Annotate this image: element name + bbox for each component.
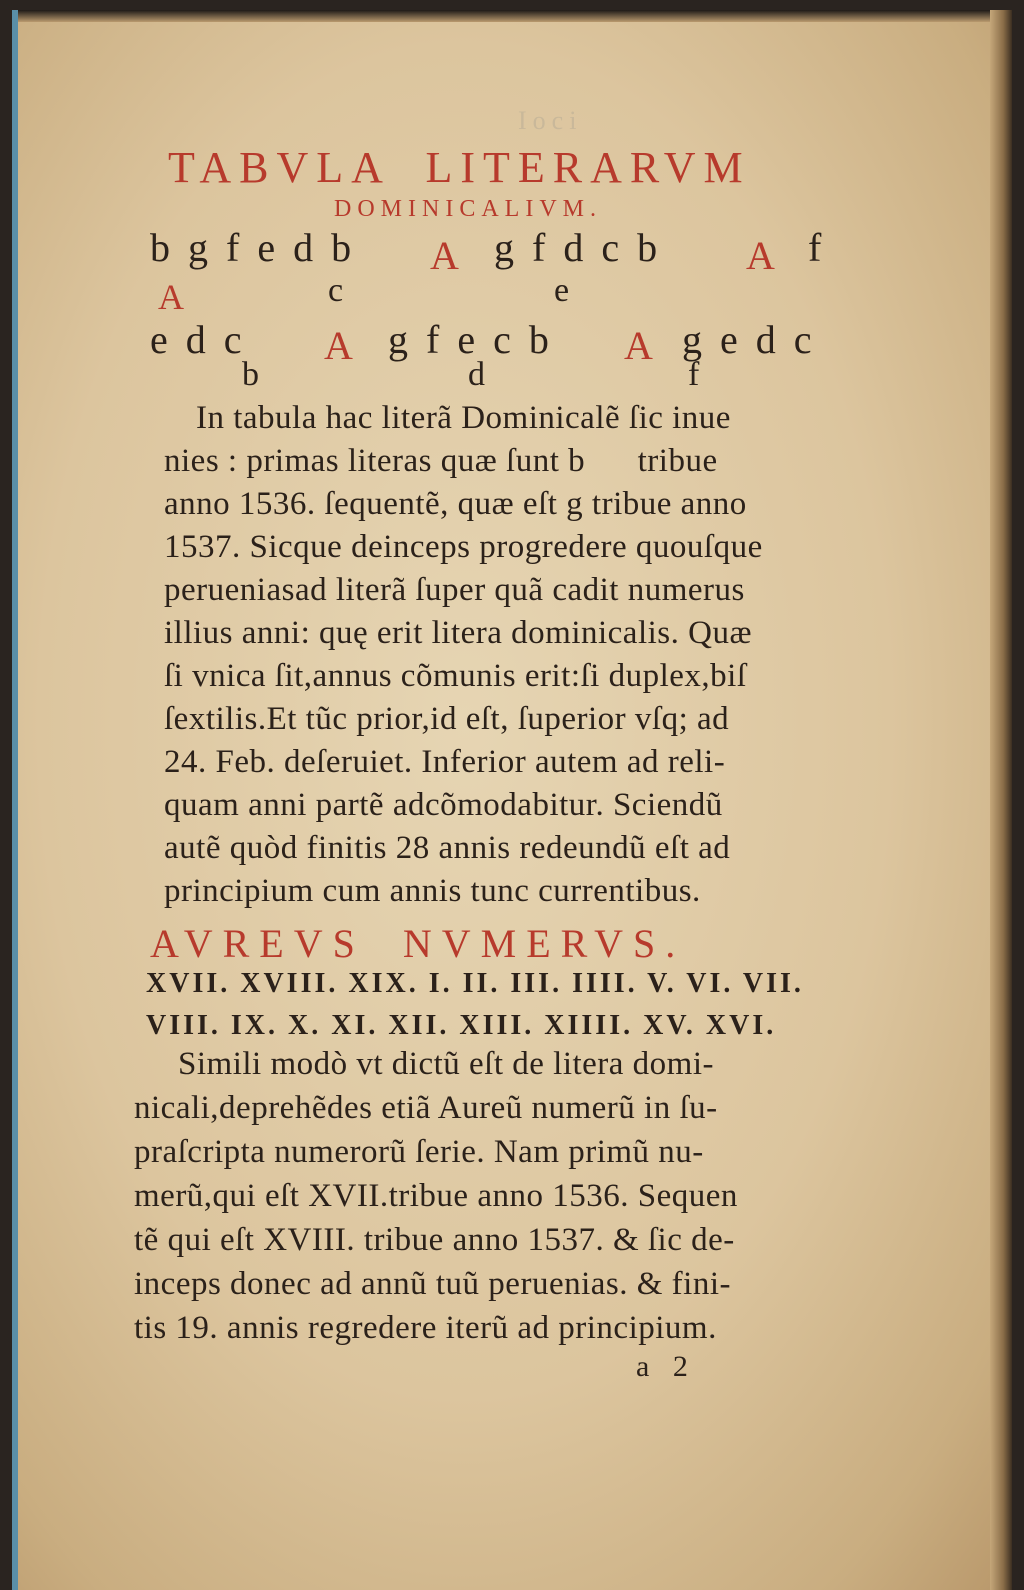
numerals-line-2: VIII. IX. X. XI. XII. XIII. XIIII. XV. XVI. (146, 1010, 777, 1041)
paragraph-2-line-3: praſcripta numerorũ ſerie. Nam primũ nu- (134, 1134, 704, 1170)
paragraph-1-line-8: ſextilis.Et tũc prior,id eſt, ſuperior vſq; ad (164, 701, 730, 737)
paragraph-1-line-10: quam anni partẽ adcõmodabitur. Sciendũ (164, 787, 723, 823)
dominical-row-3-b: g f e c b (388, 317, 553, 362)
paragraph-1-line-6: illius anni: quę erit litera dominicalis. Quæ (164, 615, 752, 651)
dominical-row-4-f: f (688, 356, 700, 393)
paragraph-1-line-1: In tabula hac literã Dominicalẽ ſic inue (196, 400, 731, 436)
dominical-row-3-a: e d c (150, 317, 246, 362)
paragraph-1-line-12: principium cum annis tunc currentibus. (164, 873, 701, 909)
page-text (18, 10, 1012, 1590)
dominical-row-1-A2: A (746, 233, 775, 278)
paragraph-2-line-2: nicali,deprehẽdes etiã Aureũ numerũ in ſu- (134, 1090, 718, 1126)
paragraph-2-line-7: tis 19. annis regredere iterũ ad principium. (134, 1310, 717, 1346)
paragraph-2-line-4: merũ,qui eſt XVII.tribue anno 1536. Sequen (134, 1178, 738, 1214)
paragraph-1-line-11: autẽ quòd finitis 28 annis redeundũ eſt ad (164, 830, 731, 866)
paragraph-1-line-4: 1537. Sicque deinceps progredere quouſque (164, 529, 763, 565)
paragraph-1-line-2: nies : primas literas quæ ſunt b tribue (164, 443, 718, 479)
bottom-signature: a 2 (636, 1350, 696, 1383)
dominical-row-3-A2: A (624, 323, 653, 368)
paragraph-1-line-3: anno 1536. ſequentẽ, quæ eſt g tribue anno (164, 486, 747, 522)
aureus-heading: AVREVS NVMERVS. (150, 921, 686, 966)
page-subtitle: DOMINICALIVM. (334, 196, 602, 222)
dominical-row-2-A: A (158, 277, 184, 317)
dominical-row-1-a: b g f e d b (150, 225, 356, 270)
dominical-row-2-c: c (328, 272, 344, 309)
paragraph-2-line-6: inceps donec ad annũ tuũ peruenias. & fini- (134, 1266, 731, 1302)
dominical-row-2-e: e (554, 272, 570, 309)
dominical-row-4-d: d (468, 356, 485, 393)
dominical-row-3-c: g e d c (682, 317, 816, 362)
dominical-row-1-A1: A (430, 233, 459, 278)
paragraph-1-line-7: ſi vnica ſit,annus cõmunis erit:ſi duplex,biſ (164, 658, 747, 694)
paragraph-1-line-5: perueniasad literã ſuper quã cadit numerus (164, 572, 745, 608)
dominical-row-4-b: b (242, 356, 259, 393)
book-page (12, 10, 1012, 1590)
paragraph-2-line-5: tẽ qui eſt XVIII. tribue anno 1537. & ſic de- (134, 1222, 735, 1258)
dominical-row-1-c: f (808, 225, 822, 270)
paragraph-1-line-9: 24. Feb. deſeruiet. Inferior autem ad reli- (164, 744, 726, 780)
dominical-row-3-A1: A (324, 323, 353, 368)
numerals-line-1: XVII. XVIII. XIX. I. II. III. IIII. V. VI. VII. (146, 968, 804, 999)
page-title: TABVLA LITERARVM (168, 143, 751, 192)
dominical-row-1-b: g f d c b (494, 225, 662, 270)
top-signature: Ioci (518, 106, 583, 135)
paragraph-2-line-1: Simili modò vt dictũ eſt de litera domi- (178, 1046, 715, 1082)
